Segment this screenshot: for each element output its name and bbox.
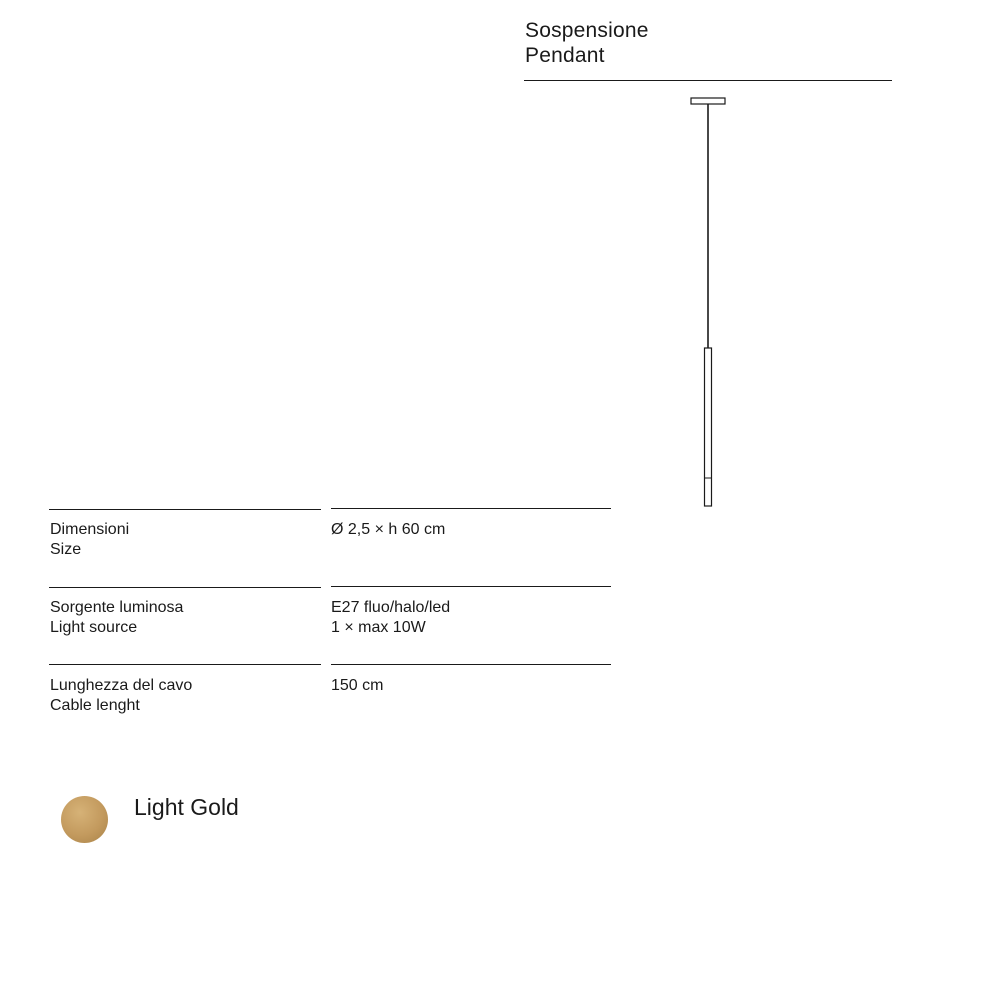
spec-value-cable-length xyxy=(331,676,383,696)
title-english: Pendant xyxy=(525,44,605,67)
spec-value-size xyxy=(331,520,445,540)
spec-label-size xyxy=(50,520,129,560)
spec-label-light-source xyxy=(50,598,183,638)
spec-label-cable-length xyxy=(50,676,192,716)
spec-value-line: 1 × max 10W xyxy=(331,619,426,636)
spec-rule-label-1 xyxy=(49,509,321,510)
spec-label-italian: Dimensioni xyxy=(50,521,130,538)
spec-rule-value-3 xyxy=(331,664,611,665)
ceiling-canopy xyxy=(691,98,725,104)
spec-value-line: E27 fluo/halo/led xyxy=(331,599,451,616)
spec-value-light-source xyxy=(331,598,450,638)
spec-rule-value-2 xyxy=(331,586,611,587)
spec-value-line: Ø 2,5 × h 60 cm xyxy=(331,521,446,538)
pendant-drawing xyxy=(680,90,736,512)
finish-color-swatch xyxy=(61,796,108,843)
spec-label-italian: Sorgente luminosa xyxy=(50,599,184,616)
spec-label-italian: Lunghezza del cavo xyxy=(50,677,193,694)
product-title xyxy=(525,18,892,68)
spec-label-english: Size xyxy=(50,541,82,558)
spec-rule-label-3 xyxy=(49,664,321,665)
spec-label-english: Light source xyxy=(50,619,138,636)
title-italian: Sospensione xyxy=(525,19,649,42)
title-divider xyxy=(524,80,892,81)
spec-rule-label-2 xyxy=(49,587,321,588)
spec-label-english: Cable lenght xyxy=(50,697,140,714)
spec-rule-value-1 xyxy=(331,508,611,509)
lamp-tube xyxy=(705,348,712,506)
finish-label: Light Gold xyxy=(134,794,239,820)
spec-value-line: 150 cm xyxy=(331,677,384,694)
